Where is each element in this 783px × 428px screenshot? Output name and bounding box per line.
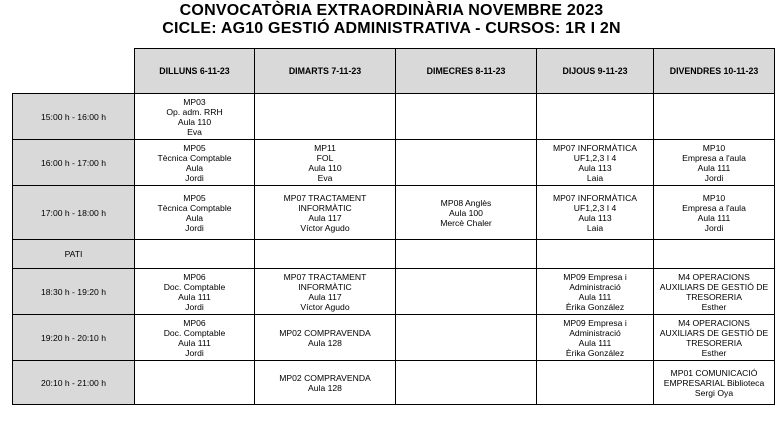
schedule-row [13,269,775,315]
cell-line: Aula 117 [308,212,342,223]
cell-line: Empresa a l'aula [682,202,746,213]
cell-line: Sergi Oya [694,387,734,398]
cell-line: MP07 INFORMÀTICA [552,192,638,203]
cell-line: MP07 TRACTAMENT [283,192,367,203]
cell-line: Administració [569,281,621,292]
schedule-cell [654,240,775,269]
cell-line: Op. adm. RRH [166,106,223,117]
schedule-cell [537,315,654,361]
cell-line: Eva [187,126,202,137]
cell-line: MP06 [183,317,206,328]
cell-line: Víctor Agudo [300,222,350,233]
day-header-friday: DIVENDRES 10-11-23 [654,49,775,94]
cell-line: Èrika González [565,347,625,358]
cell-line: Eva [317,172,333,183]
schedule-cell [255,186,396,240]
cell-line: Aula 111 [178,291,211,302]
cell-line: Aula 128 [308,382,342,393]
schedule-cell [654,94,775,140]
cell-line: Èrika González [565,301,625,312]
schedule-cell [255,361,396,405]
cell-line: Aula 111 [578,291,612,302]
cell-line: Esther [701,301,727,312]
cell-line: Tècnica Comptable [157,152,232,163]
cell-line: Aula 100 [449,207,483,218]
cell-line: MP09 Empresa i [563,271,627,282]
cell-line: Esther [701,347,727,358]
cell-line: UF1,2,3 I 4 [573,202,617,213]
schedule-cell [537,140,654,186]
schedule-cell [135,269,255,315]
cell-line: MP07 INFORMÀTICA [552,142,638,153]
cell-line: MP02 COMPRAVENDA [279,372,371,383]
time-slot-label: 15:00 h - 16:00 h [13,94,135,140]
schedule-cell [255,269,396,315]
schedule-cell [654,269,775,315]
schedule-cell [537,186,654,240]
schedule-cell [255,315,396,361]
schedule-cell [396,186,537,240]
cell-line: Aula 117 [308,291,342,302]
day-header-tuesday: DIMARTS 7-11-23 [255,49,396,94]
time-slot-label: 16:00 h - 17:00 h [13,140,135,186]
cell-line: Laia [586,172,604,183]
cell-line: Laia [586,222,604,233]
schedule-cell [396,269,537,315]
cell-line: Aula 110 [177,116,212,127]
schedule-cell [654,186,775,240]
schedule-cell [396,240,537,269]
schedule-cell [135,140,255,186]
time-slot-label: 20:10 h - 21:00 h [13,361,135,405]
schedule-row [13,240,775,269]
cell-line: TRESORERIA [686,337,742,348]
schedule-table [12,93,775,405]
cell-line: Mercè Chaler [440,217,492,228]
cell-line: MP05 [183,142,206,153]
schedule-cell [396,94,537,140]
document-title: CONVOCATÒRIA EXTRAORDINÀRIA NOVEMBRE 2023 [179,2,604,19]
schedule-cell [255,94,396,140]
cell-line: Aula 111 [578,337,612,348]
cell-line: INFORMÀTIC [298,281,352,292]
cell-line: Empresa a l'aula [682,152,746,163]
schedule-cell [135,240,255,269]
schedule-cell [135,186,255,240]
cell-line: Aula 111 [178,337,211,348]
schedule-cell [135,361,255,405]
schedule-cell [537,240,654,269]
schedule-row [13,94,775,140]
cell-line: MP03 [183,96,206,107]
cell-line: EMPRESARIAL Biblioteca [663,377,765,388]
cell-line: Aula 113 [578,162,612,173]
cell-line: Administració [569,327,621,338]
cell-line: Aula 111 [697,162,731,173]
cell-line: M4 OPERACIONS [678,271,750,282]
cell-line: Aula 128 [308,337,342,348]
cell-line: AUXILIARS DE GESTIÓ DE [659,327,769,338]
cell-line: UF1,2,3 I 4 [573,152,617,163]
day-header-wednesday: DIMECRES 8-11-23 [396,49,537,94]
cell-line: Jordi [185,347,204,358]
document-subtitle: CICLE: AG10 GESTIÓ ADMINISTRATIVA - CURSOS: 1R I 2N [162,20,621,37]
cell-line: MP10 [702,142,726,153]
schedule-cell [396,361,537,405]
cell-line: Aula [185,162,204,173]
cell-line: Aula [185,212,204,223]
cell-line: MP08 Anglès [440,197,492,208]
cell-line: FOL [316,152,334,163]
schedule-cell [654,361,775,405]
schedule-cell [255,140,396,186]
schedule-cell [537,269,654,315]
cell-line: Aula 113 [578,212,612,223]
cell-line: MP06 [183,271,206,282]
schedule-cell [537,94,654,140]
time-slot-label: 17:00 h - 18:00 h [13,186,135,240]
cell-line: MP01 COMUNICACIÓ [670,367,758,378]
cell-line: Tècnica Comptable [157,202,232,213]
cell-line: Jordi [704,172,724,183]
cell-line: Doc. Comptable [163,281,226,292]
cell-line: Jordi [185,222,204,233]
schedule-cell [255,240,396,269]
schedule-row [13,186,775,240]
cell-line: Jordi [185,301,204,312]
day-header-monday: DILLUNS 6-11-23 [135,49,255,94]
schedule-cell [135,94,255,140]
cell-line: MP11 [314,142,336,153]
cell-line: M4 OPERACIONS [678,317,750,328]
day-header-thursday: DIJOUS 9-11-23 [537,49,654,94]
time-slot-label: 19:20 h - 20:10 h [13,315,135,361]
cell-line: Víctor Agudo [300,301,350,312]
day-header-table [134,48,775,94]
cell-line: Aula 110 [308,162,342,173]
cell-line: MP09 Empresa i [563,317,627,328]
cell-line: Jordi [185,172,204,183]
cell-line: Jordi [704,222,724,233]
schedule-cell [537,361,654,405]
schedule-cell [654,140,775,186]
schedule-row [13,140,775,186]
time-slot-label: 18:30 h - 19:20 h [13,269,135,315]
cell-line: AUXILIARS DE GESTIÓ DE [659,281,769,292]
schedule-row [13,361,775,405]
time-slot-label: PATI [13,240,135,269]
schedule-cell [396,140,537,186]
schedule-cell [396,315,537,361]
schedule-cell [654,315,775,361]
schedule-cell [135,315,255,361]
cell-line: MP02 COMPRAVENDA [279,327,371,338]
schedule-row [13,315,775,361]
cell-line: Aula 111 [697,212,731,223]
cell-line: MP05 [183,192,206,203]
cell-line: Doc. Comptable [163,327,226,338]
cell-line: MP10 [702,192,726,203]
cell-line: MP07 TRACTAMENT [283,271,367,282]
cell-line: INFORMÀTIC [298,202,352,213]
cell-line: TRESORERIA [686,291,742,302]
